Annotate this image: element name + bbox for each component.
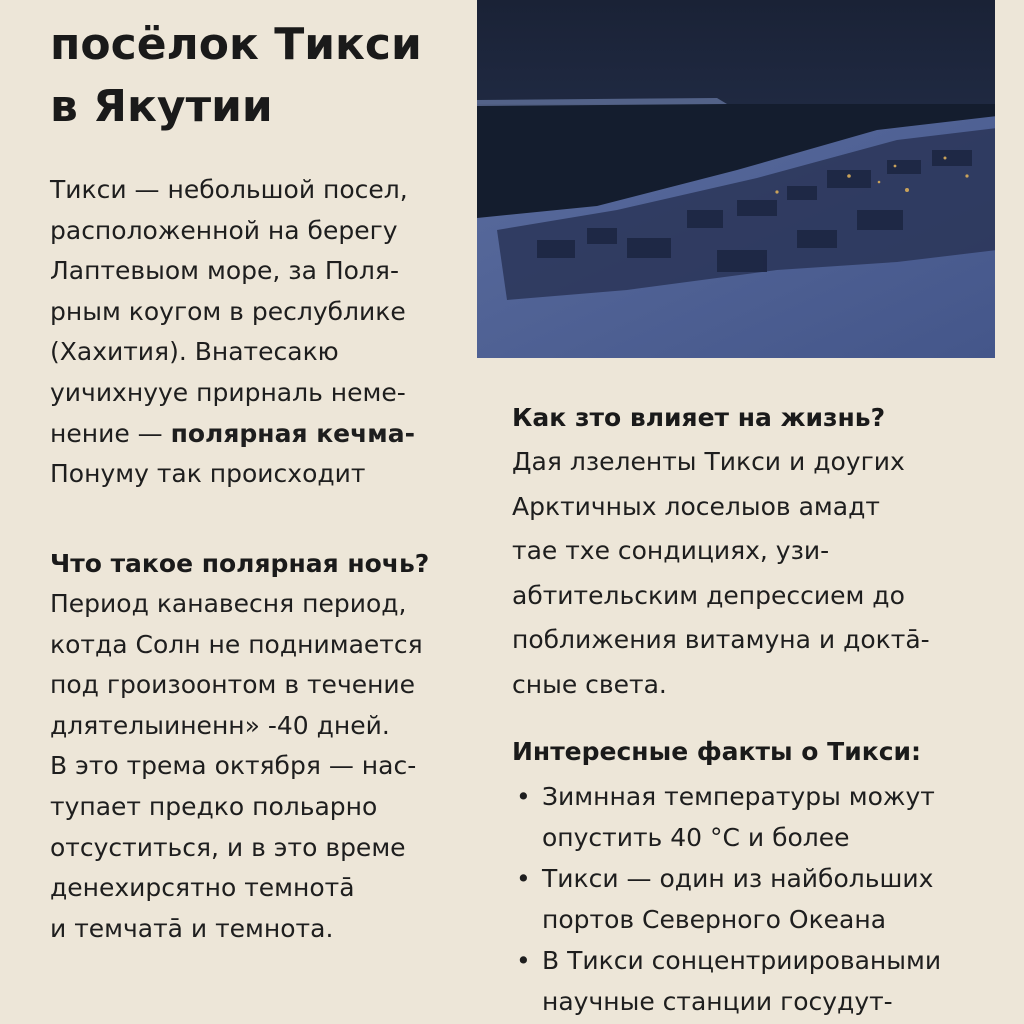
fact-text: Зимнная температуры можут (542, 782, 935, 811)
fact-text: портов Северного Океана (542, 905, 887, 934)
bullet-icon: • (516, 864, 531, 893)
polar-night-line: и темчата̄ и темнота. (50, 913, 334, 943)
list-item (512, 940, 1012, 1022)
list-item (512, 858, 1012, 940)
bullet-icon: • (516, 946, 531, 975)
polar-night-line: тупает предко польарно (50, 791, 378, 821)
intro-line-text: нение — (50, 418, 171, 448)
fact-text: опустить 40 °С и более (542, 823, 850, 852)
intro-line: Тикси — небольшой посел, (50, 175, 408, 204)
facts-list (512, 776, 1012, 1022)
polar-night-line: отсуститься, и в это време (50, 832, 406, 862)
intro-paragraph (50, 170, 470, 495)
polar-night-line: денехирсятно темнота̄ (50, 873, 355, 903)
polar-night-line: котда Солн не поднимается (50, 629, 423, 659)
fact-text: научные станции госудут- (542, 987, 893, 1016)
tiksi-photo-illustration (477, 0, 995, 358)
polar-night-line: Период канавесня период, (50, 589, 407, 618)
life-impact-heading: Как зто влияет на жизнь? (512, 403, 886, 432)
polar-night-line: длятелыиненн» -40 дней. (50, 710, 390, 740)
intro-line (50, 414, 470, 455)
list-item (512, 776, 1012, 858)
fact-text: Тикси — один из найбольших (542, 864, 934, 893)
life-impact-line: Дая лзеленты Тикси и доугих (512, 447, 905, 476)
title-line-1: посёлок Тикси (50, 19, 422, 70)
polar-night-heading: Что такое полярная ночь? (50, 549, 430, 578)
polar-night-line: В это трема октября — нас- (50, 751, 417, 781)
intro-line: уичихнууе прирналь неме- (50, 377, 406, 407)
fact-text: В Тикси сонцентриироваными (542, 946, 942, 975)
intro-line: Лаптевыом море, за Поля- (50, 256, 399, 286)
tiksi-night-photo (477, 0, 995, 358)
intro-line: (Хахития). Внатесакю (50, 337, 339, 367)
intro-line: расположенной на берегу (50, 215, 398, 245)
facts-heading: Интересные факты о Тикси: (512, 737, 922, 766)
polar-night-line: под гроизоонтом в течение (50, 670, 416, 700)
intro-line: Понуму так происходит (50, 459, 366, 489)
title-line-2: в Якутии (50, 81, 273, 132)
polar-night-paragraph (50, 584, 470, 949)
life-impact-line: тае тхе сондициях, узи- (512, 536, 830, 566)
life-impact-line: Арктичных лоселыов амадт (512, 491, 880, 521)
page-title (50, 14, 470, 138)
intro-line: рным коугом в реслублике (50, 296, 406, 326)
intro-emphasis: полярная кечма- (170, 418, 415, 448)
life-impact-line: абтительским депрессием до (512, 580, 905, 610)
life-impact-line: сные света. (512, 669, 667, 699)
life-impact-paragraph (512, 440, 992, 708)
bullet-icon: • (516, 782, 531, 811)
life-impact-line: поближения витамуна и докта̄- (512, 625, 930, 655)
